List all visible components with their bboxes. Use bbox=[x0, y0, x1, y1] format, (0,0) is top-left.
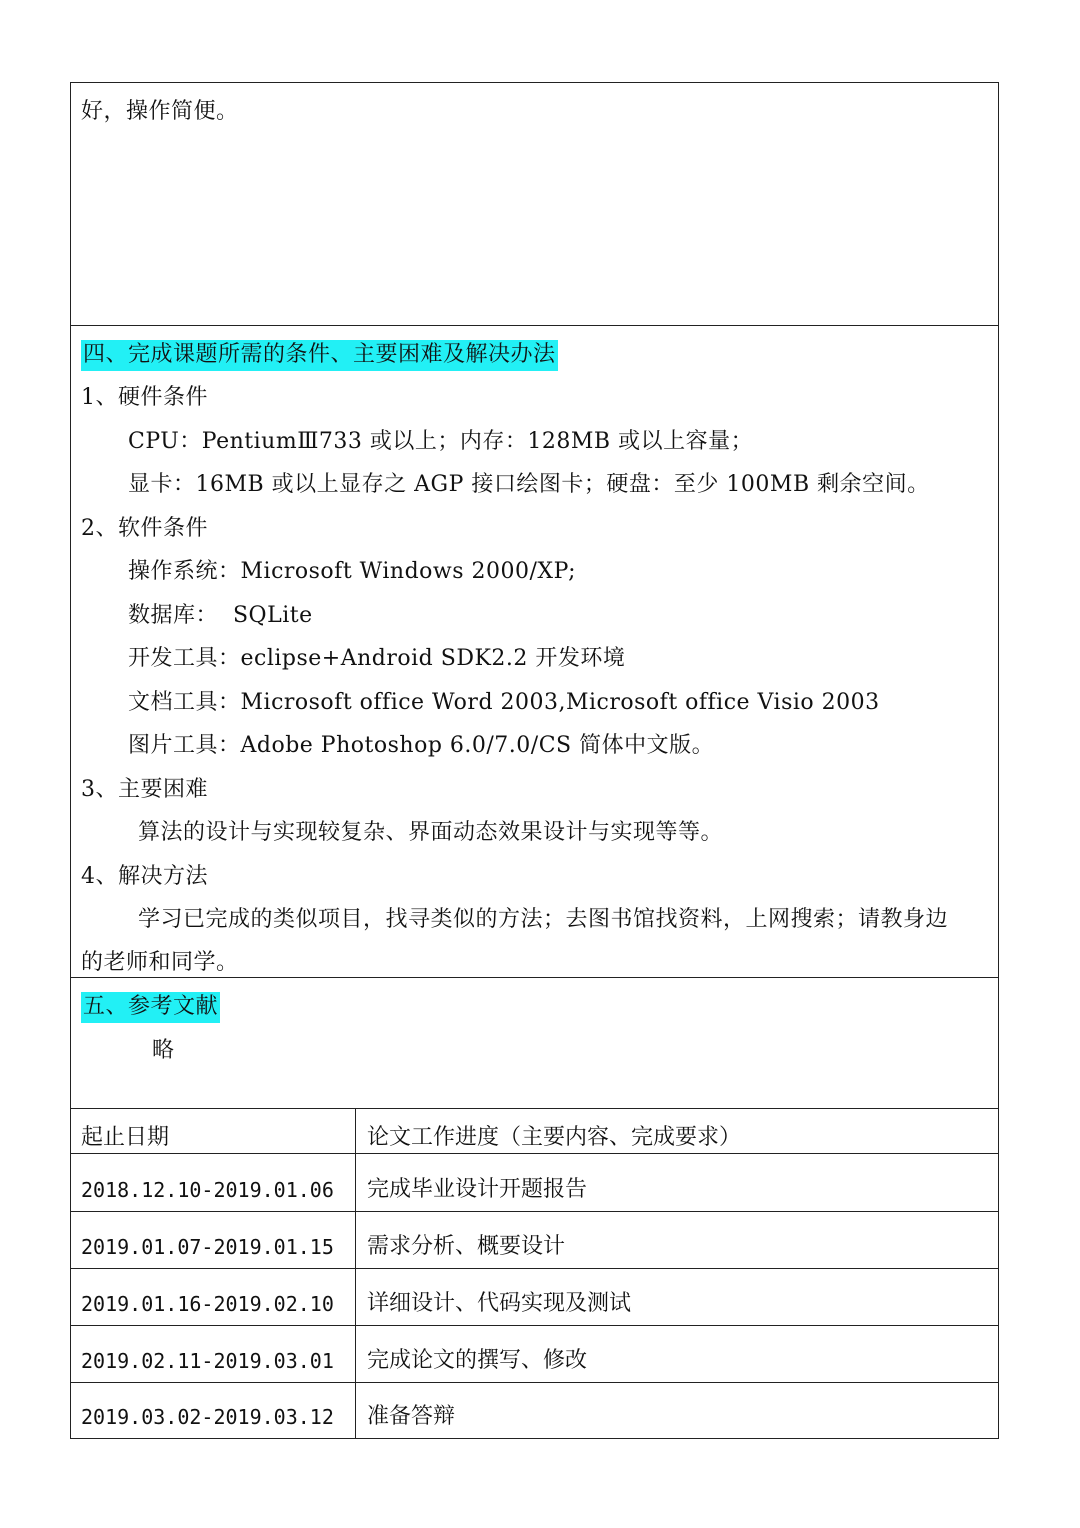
section4-heading-highlight: 四、完成课题所需的条件、主要困难及解决办法 bbox=[81, 340, 558, 371]
schedule-row-4-task: 完成论文的撰写、修改 bbox=[367, 1348, 588, 1373]
schedule-row-3-date: 2019.01.16-2019.02.10 bbox=[81, 1292, 334, 1316]
schedule-row-5-task: 准备答辩 bbox=[367, 1404, 456, 1429]
difficulty-text: 算法的设计与实现较复杂、界面动态效果设计与实现等等。 bbox=[138, 820, 724, 845]
intro-text: 好，操作简便。 bbox=[81, 99, 239, 124]
software-line-doctools: 文档工具：Microsoft office Word 2003,Microsoft office Visio 2003 bbox=[128, 690, 880, 715]
section4-heading bbox=[81, 340, 558, 370]
schedule-header-progress: 论文工作进度（主要内容、完成要求） bbox=[367, 1125, 742, 1150]
hardware-line-cpu: CPU：PentiumⅢ733 或以上；内存：128MB 或以上容量； bbox=[128, 429, 754, 454]
schedule-row-2-date: 2019.01.07-2019.01.15 bbox=[81, 1235, 334, 1259]
schedule-row-2-task: 需求分析、概要设计 bbox=[367, 1234, 566, 1259]
divider-schedule-header bbox=[70, 1153, 999, 1154]
divider-row-2 bbox=[70, 1268, 999, 1269]
divider-row-1 bbox=[70, 1211, 999, 1212]
software-line-imgtools: 图片工具：Adobe Photoshop 6.0/7.0/CS 简体中文版。 bbox=[128, 733, 715, 758]
divider-row-4 bbox=[70, 1382, 999, 1383]
divider-section4 bbox=[70, 325, 999, 326]
schedule-header-date: 起止日期 bbox=[81, 1125, 170, 1150]
section5-content: 略 bbox=[152, 1038, 175, 1063]
software-line-db: 数据库： SQLite bbox=[128, 603, 313, 628]
section5-heading-highlight: 五、参考文献 bbox=[81, 992, 220, 1023]
schedule-row-3-task: 详细设计、代码实现及测试 bbox=[367, 1291, 632, 1316]
section5-heading bbox=[81, 992, 220, 1022]
schedule-row-5-date: 2019.03.02-2019.03.12 bbox=[81, 1405, 334, 1429]
software-title: 2、软件条件 bbox=[81, 516, 208, 541]
hardware-title: 1、硬件条件 bbox=[81, 385, 208, 410]
difficulty-title: 3、主要困难 bbox=[81, 777, 208, 802]
schedule-row-1-date: 2018.12.10-2019.01.06 bbox=[81, 1178, 334, 1202]
solution-title: 4、解决方法 bbox=[81, 864, 208, 889]
solution-text-line2: 的老师和同学。 bbox=[81, 950, 239, 975]
schedule-column-divider bbox=[355, 1108, 356, 1439]
software-line-os: 操作系统：Microsoft Windows 2000/XP; bbox=[128, 559, 577, 584]
solution-text-line1: 学习已完成的类似项目，找寻类似的方法；去图书馆找资料，上网搜索；请教身边 bbox=[138, 907, 949, 932]
schedule-row-1-task: 完成毕业设计开题报告 bbox=[367, 1177, 588, 1202]
schedule-row-4-date: 2019.02.11-2019.03.01 bbox=[81, 1349, 334, 1373]
divider-row-3 bbox=[70, 1325, 999, 1326]
software-line-devtools: 开发工具：eclipse+Android SDK2.2 开发环境 bbox=[128, 646, 626, 671]
divider-schedule bbox=[70, 1108, 999, 1109]
hardware-line-gpu: 显卡：16MB 或以上显存之 AGP 接口绘图卡；硬盘：至少 100MB 剩余空间。 bbox=[128, 472, 930, 497]
